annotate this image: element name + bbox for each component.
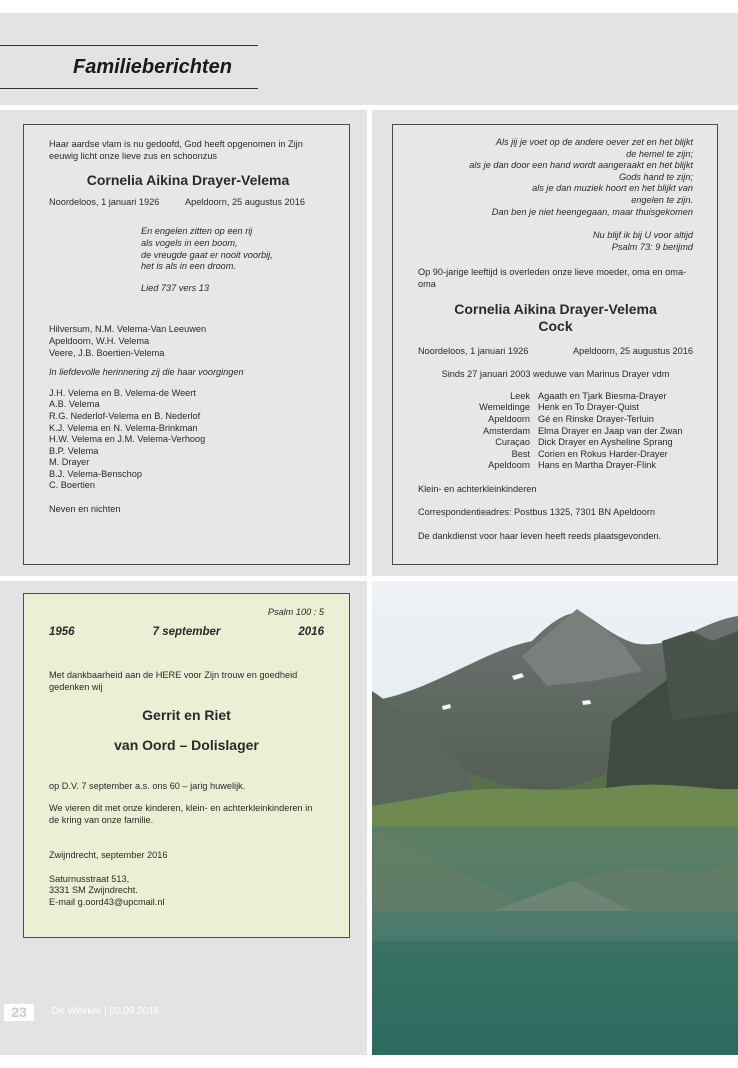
notice3-names2: van Oord – Dolislager (114, 737, 259, 754)
list-item: Hilversum, N.M. Velema-Van Leeuwen (49, 324, 207, 335)
poem-line: het is als in een droom. (141, 261, 236, 272)
notice1-born: Noordeloos, 1 januari 1926 (49, 196, 160, 207)
list-item: H.W. Velema en J.M. Velema-Verhoog (49, 434, 206, 445)
list-item (418, 460, 693, 472)
family-names: Dick Drayer en Aysheline Sprang (538, 437, 673, 448)
page-number: 23 (4, 1004, 34, 1021)
mountain-lake-illustration (372, 581, 738, 1055)
list-item: K.J. Velema en N. Velema-Brinkman (49, 422, 198, 433)
poem-line: En engelen zitten op een rij (141, 226, 253, 237)
poem-line: als je dan door een hand wordt aangeraakt en het blijkt (469, 160, 693, 171)
poem-line: de vreugde gaat er nooit voorbij, (141, 249, 273, 260)
poem-line: de hemel te zijn; (626, 148, 693, 159)
poem-line: als je dan muziek hoort en het blijkt van (532, 183, 693, 194)
notice3-names1: Gerrit en Riet (142, 707, 231, 724)
notice2-nickname: Cock (538, 317, 573, 334)
notice2-widow: Sinds 27 januari 2003 weduwe van Marinus Drayer vdm (441, 369, 670, 380)
family-names: Hans en Martha Drayer-Flink (538, 460, 656, 471)
list-item: A.B. Velema (49, 399, 100, 410)
notice2-verse: Nu blijf ik bij U voor altijd (592, 230, 693, 241)
notice1-died: Apeldoorn, 25 augustus 2016 (184, 196, 305, 207)
notice2-family (418, 391, 693, 472)
notice1-family-a (49, 324, 327, 359)
address-line: 3331 SM Zwijndrecht. (49, 885, 138, 896)
notice1-nephews: Neven en nichten (49, 504, 121, 515)
family-names: Agaath en Tjark Biesma-Drayer (538, 390, 667, 401)
page-title: Familieberichten (73, 56, 232, 78)
list-item (418, 414, 693, 426)
address-line: E-mail g.oord43@upcmail.nl (49, 896, 165, 907)
notice2-died: Apeldoorn, 25 augustus 2016 (572, 345, 693, 356)
notice2-born: Noordeloos, 1 januari 1926 (418, 345, 529, 356)
notice1-intro: Haar aardse vlam is nu gedoofd, God heeft opgenomen in Zijn eeuwig licht onze lieve zus en schoonzus (49, 139, 303, 161)
notice-3 (23, 593, 350, 938)
list-item: B.P. Velema (49, 445, 99, 456)
poem-line: Als jij je voet op de andere oever zet en het blijkt (495, 137, 693, 147)
notice3-year-start: 1956 (49, 625, 75, 638)
notice3-intro: Met dankbaarheid aan de HERE voor Zijn trouw en goedheid gedenken wij (49, 670, 298, 692)
family-names: Gé en Rinske Drayer-Terluin (538, 413, 654, 424)
family-names: Corien en Rokus Harder-Drayer (538, 448, 668, 459)
family-city: Best (511, 448, 530, 459)
list-item: C. Boertien (49, 480, 95, 491)
list-item (418, 449, 693, 461)
notice3-psalm: Psalm 100 : 5 (267, 607, 324, 617)
notice2-verse-ref: Psalm 73: 9 berijmd (611, 241, 693, 252)
family-city: Curaçao (495, 437, 530, 448)
family-city: Apeldoorn (488, 413, 530, 424)
notice3-occasion: op D.V. 7 september a.s. ons 60 – jarig huwelijk. (49, 781, 246, 792)
list-item (418, 437, 693, 449)
family-city: Apeldoorn (488, 460, 530, 471)
list-item (418, 391, 693, 403)
list-item (418, 426, 693, 438)
notice3-year-end: 2016 (298, 625, 324, 638)
poem-line: engelen te zijn. (631, 194, 693, 205)
notice2-service: De dankdienst voor haar leven heeft reeds plaatsgevonden. (418, 531, 662, 542)
notice2-intro: Op 90-jarige leeftijd is overleden onze lieve moeder, oma en oma-oma (418, 267, 687, 289)
list-item (418, 402, 693, 414)
notice2-name: Cornelia Aikina Drayer-Velema (454, 300, 657, 317)
header-rule-top (0, 45, 258, 46)
family-city: Amsterdam (483, 425, 530, 436)
notice-1 (23, 124, 350, 565)
notice1-memory: In liefdevolle herinnering zij die haar voorgingen (49, 367, 244, 378)
mountain-lake-photo (372, 581, 738, 1055)
list-item: M. Drayer (49, 457, 90, 468)
notice1-name: Cornelia Aikina Drayer-Velema (86, 172, 290, 189)
footer-text: De Wekker | 02.09.2016 (52, 1006, 160, 1017)
notice2-grandchildren: Klein- en achterkleinkinderen (418, 483, 537, 494)
family-city: Leek (510, 390, 530, 401)
family-names: Elma Drayer en Jaap van der Zwan (538, 425, 683, 436)
family-city: Wemeldinge (479, 402, 530, 413)
notice2-poem (418, 137, 693, 253)
notice1-poem (141, 226, 327, 294)
list-item: Veere, J.B. Boertien-Velema (49, 347, 165, 358)
notice-2 (392, 124, 718, 565)
address-line: Saturnusstraat 513, (49, 873, 130, 884)
list-item: B.J. Velema-Benschop (49, 468, 142, 479)
poem-reference: Lied 737 vers 13 (141, 282, 209, 293)
notice3-address (49, 874, 324, 909)
family-names: Henk en To Drayer-Quist (538, 402, 639, 413)
list-item: R.G. Nederlof-Velema en B. Nederlof (49, 410, 201, 421)
notice3-celebrate: We vieren dit met onze kinderen, klein- en achterkleinkinderen in de kring van onze familie. (49, 802, 313, 825)
list-item: J.H. Velema en B. Velema-de Weert (49, 387, 196, 398)
list-item: Apeldoorn, W.H. Velema (49, 335, 150, 346)
notice1-family-b (49, 388, 327, 492)
notice3-date: 7 september (152, 625, 221, 638)
poem-line: Dan ben je niet heengegaan, maar thuisgekomen (491, 206, 693, 217)
notice3-place-date: Zwijndrecht, september 2016 (49, 850, 168, 861)
poem-line: Gods hand te zijn; (618, 171, 693, 182)
notice2-address: Correspondentieadres: Postbus 1325, 7301 BN Apeldoorn (418, 507, 655, 518)
poem-line: als vogels in een boom, (141, 237, 238, 248)
header-rule-bottom (0, 88, 258, 89)
